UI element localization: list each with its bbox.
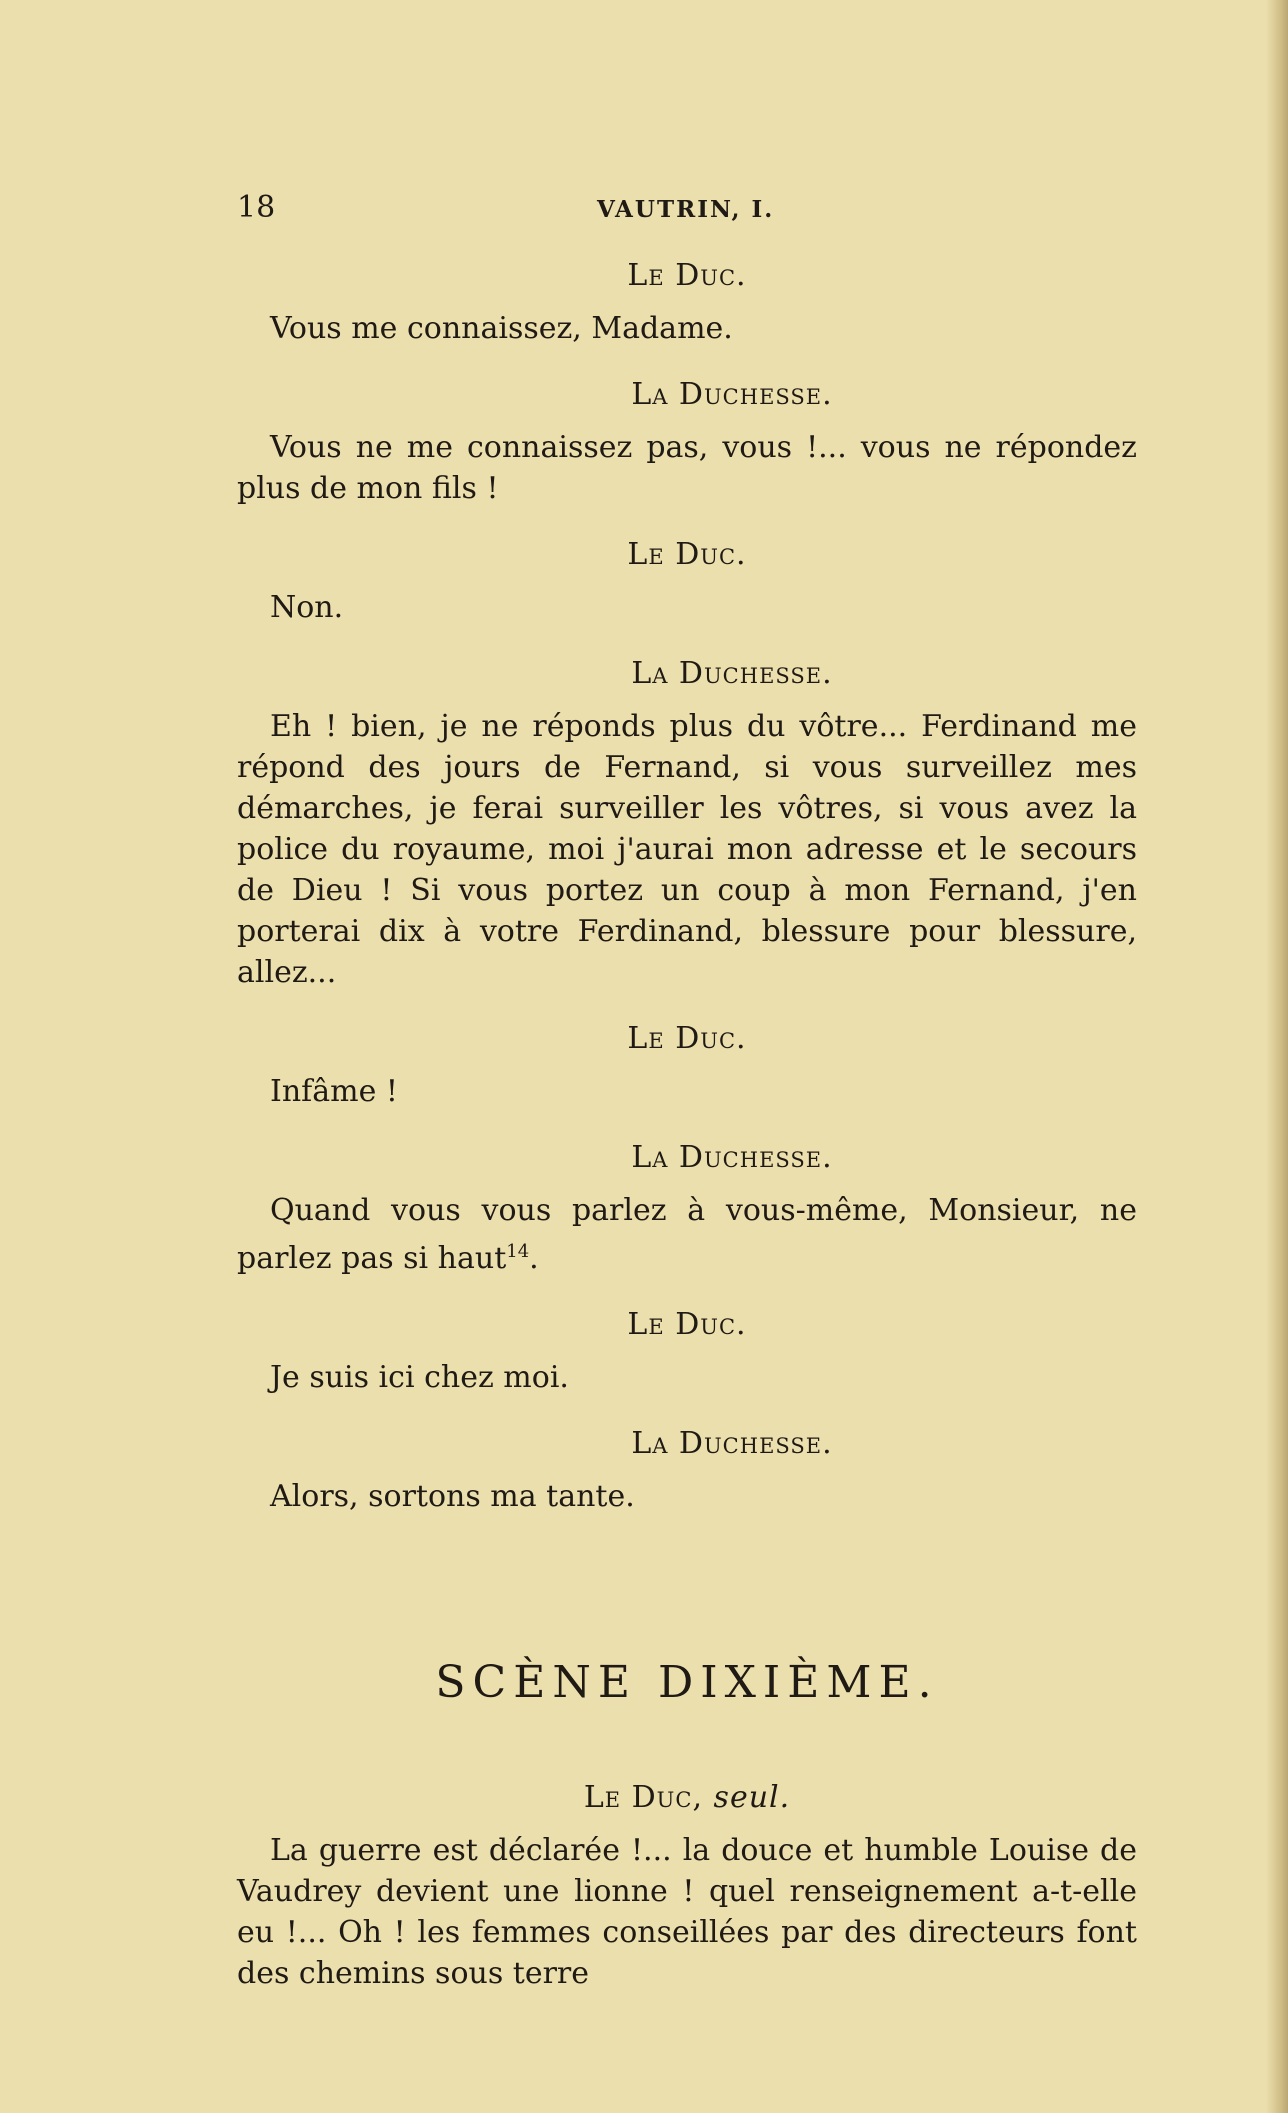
speech-paragraph: Non. — [270, 590, 344, 625]
speaker-label: La Duchesse. — [631, 656, 833, 691]
speaker-label: Le Duc. — [627, 1021, 747, 1056]
page-number: 18 — [237, 190, 276, 225]
speaker-label: Le Duc. — [627, 1307, 747, 1342]
footnote-marker: 14 — [506, 1241, 530, 1262]
scene-title: SCÈNE DIXIÈME. — [435, 1657, 939, 1708]
stage-direction: seul. — [713, 1780, 791, 1815]
speech-paragraph: Infâme ! — [270, 1074, 398, 1109]
running-title: VAUTRIN, I. — [597, 196, 775, 223]
speech-paragraph: Vous ne me connaissez pas, vous !... vous ne répondez plus de mon fils ! — [237, 430, 1137, 506]
page-edge-shadow — [1266, 0, 1288, 2113]
speech-paragraph: Je suis ici chez moi. — [270, 1360, 569, 1395]
speech-paragraph — [237, 1190, 1137, 1279]
speech-text: Quand vous vous parlez à vous-même, Monsieur, ne parlez pas si haut — [237, 1193, 1137, 1276]
speaker-label: La Duchesse. — [631, 377, 833, 412]
speaker-label: Le Duc. — [627, 537, 747, 572]
speaker-label — [237, 1778, 1137, 1818]
speech-paragraph: La guerre est déclarée !... la douce et humble Louise de Vaudrey devient une lionne ! quel renseignement a-t-elle eu !... Oh ! les femmes conseillées par des directeurs font des chemins sous terre — [237, 1833, 1137, 1991]
page-text-column — [237, 190, 1137, 2020]
speech-paragraph: Eh ! bien, je ne réponds plus du vôtre... Ferdinand me répond des jours de Fernand, si vous surveillez mes démarches, je ferai surveiller les vôtres, si vous avez la police du royaume, moi j'aurai mon adresse et le secours de Dieu ! Si vous portez un coup à mon Fernand, j'en porterai dix à votre Ferdinand, blessure pour blessure, allez... — [237, 709, 1137, 990]
running-head — [237, 190, 1137, 230]
speech-paragraph: Vous me connaissez, Madame. — [270, 311, 733, 346]
speech-text-end: . — [529, 1241, 539, 1276]
speaker-label: La Duchesse. — [631, 1140, 833, 1175]
speaker-name: Le Duc, — [583, 1780, 703, 1815]
speaker-label: Le Duc. — [627, 258, 747, 293]
speaker-label: La Duchesse. — [631, 1426, 833, 1461]
speech-paragraph: Alors, sortons ma tante. — [270, 1479, 635, 1514]
